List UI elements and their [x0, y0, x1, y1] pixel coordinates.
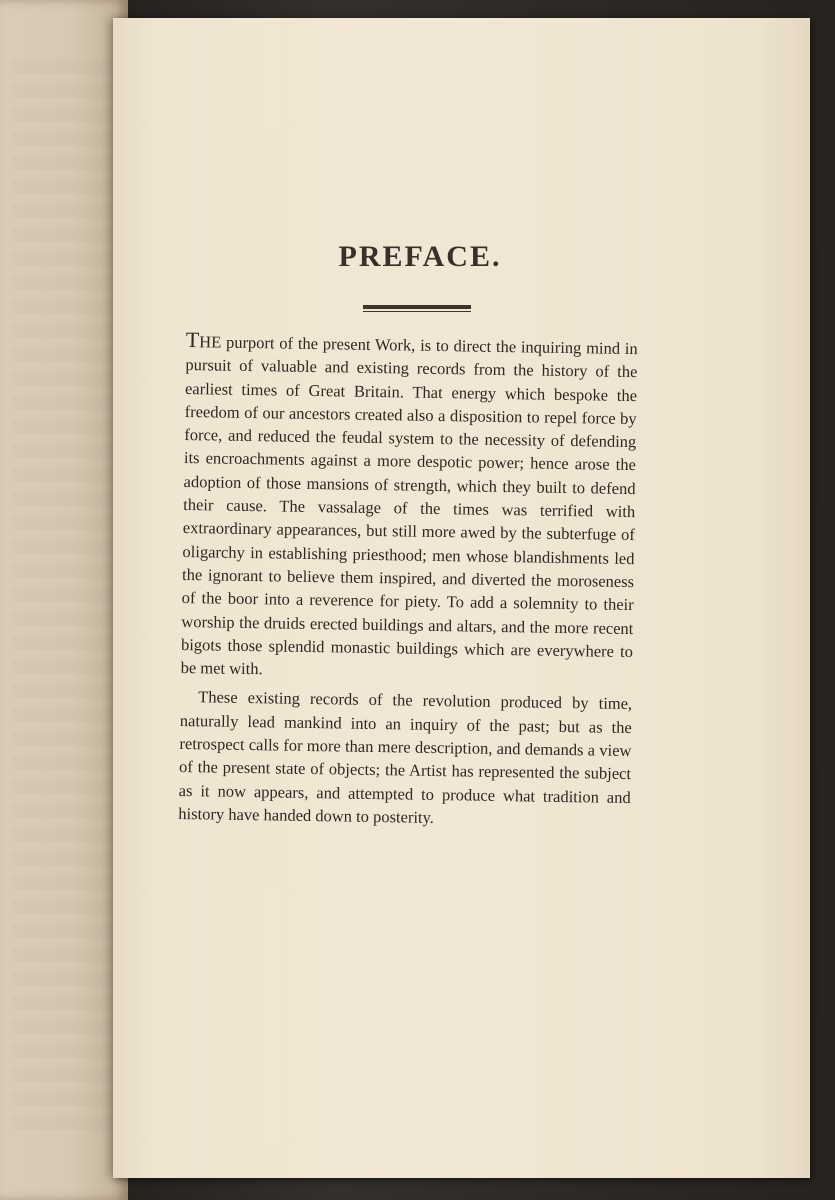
paragraph-1-body: HE purport of the present Work, is to direct the inquiring mind in pursuit of valuable and existing records from the history of the earliest times of Great Britain. That energy which bespoke the freedom of our ancestors created also a disposition to repel force by force, and reduced the feudal system to the necessity of defending its encroachments against a more despotic power; hence arose the adoption of those mansions of strength, which they built to defend their cause. The vassalage of the times was terrified with extraordinary appearances, but still more awed by the subterfuge of oligarchy in establishing priesthood; men whose blandishments led the ignorant to believe them inspired, and diverted the moroseness of the boor into a reverence for piety. To add a solemnity to their worship the druids erected buildings and altars, and the more recent bigots those splendid monastic buildings which are everywhere to be met with.: [180, 332, 638, 679]
title-rule-thick: [363, 305, 471, 309]
facing-page-show-through: [12, 60, 112, 1140]
paragraph-1: [180, 328, 637, 687]
title-double-rule: [363, 305, 471, 314]
drop-cap: T: [185, 327, 200, 353]
title-rule-thin: [363, 311, 471, 312]
page-title: PREFACE.: [338, 240, 502, 273]
facing-page: [0, 0, 128, 1200]
paragraph-2: These existing records of the revolution produced by time, naturally lead mankind into an inquiry of the past; but as the retrospect calls for more than mere description, and demands a view of the present state of objects; the Artist has represented the subject as it now appears, and attempted to produce what tradition and history have handed down to posterity.: [178, 687, 633, 827]
preface-text: [178, 328, 638, 838]
